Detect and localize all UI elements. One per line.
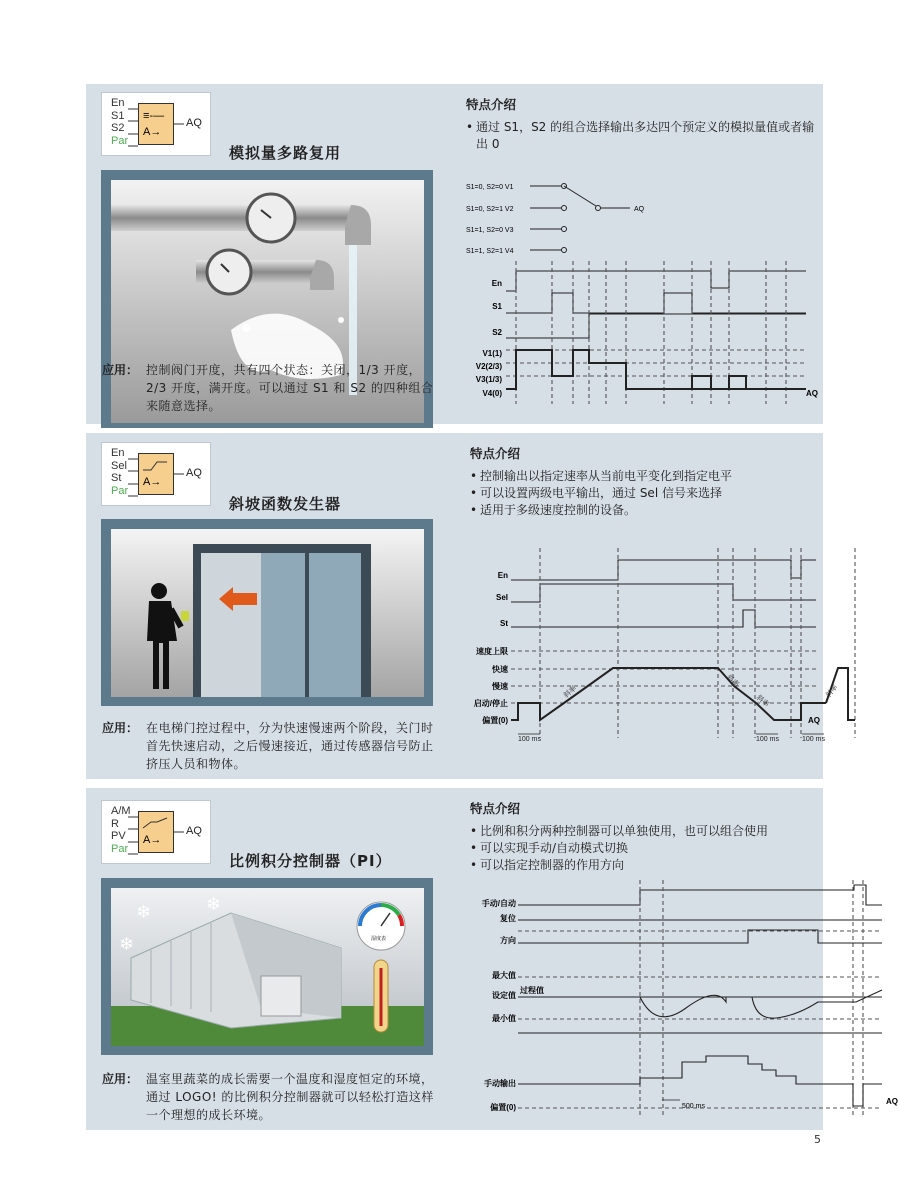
illustration-elevator-door bbox=[101, 519, 433, 706]
block-output: AQ bbox=[186, 117, 202, 129]
timing-label: V3(1/3) bbox=[475, 375, 502, 384]
svg-text:❄: ❄ bbox=[119, 934, 135, 954]
timing-label: 启动/停止 bbox=[473, 699, 508, 708]
svg-text:❄: ❄ bbox=[206, 894, 222, 914]
features-heading: 特点介绍 bbox=[470, 801, 521, 816]
block-output: AQ bbox=[186, 467, 202, 479]
timing-output: AQ bbox=[808, 716, 820, 725]
feature-item: • 可以实现手动/自动模式切换 bbox=[470, 840, 820, 857]
application-body: 控制阀门开度，共有四个状态：关闭，1/3 开度，2/3 开度，满开度。可以通过 S1 和 S2 的四种组合来随意选择。 bbox=[146, 363, 434, 413]
svg-text:A→: A→ bbox=[143, 126, 162, 138]
block-symbol-icon bbox=[138, 811, 174, 853]
block-symbol-icon bbox=[138, 103, 174, 145]
svg-text:A→: A→ bbox=[143, 834, 162, 846]
timing-output: AQ bbox=[886, 1097, 898, 1106]
greenhouse-image bbox=[111, 888, 424, 1046]
application-label: 应用： bbox=[102, 1072, 139, 1086]
pin-en: En bbox=[111, 97, 125, 109]
pin-r: R bbox=[111, 817, 119, 830]
pin-par: Par bbox=[111, 134, 129, 147]
delay-label: 100 ms bbox=[802, 736, 825, 743]
process-label: 过程值 bbox=[520, 986, 544, 995]
timing-label: 偏置(0) bbox=[490, 1103, 516, 1112]
pin-s2: S2 bbox=[111, 122, 125, 134]
timing-label: 偏置(0) bbox=[482, 716, 508, 725]
application-label: 应用： bbox=[102, 721, 139, 735]
application-label: 应用： bbox=[102, 363, 139, 377]
timing-output: AQ bbox=[806, 389, 818, 398]
section-pi-controller bbox=[86, 788, 898, 1130]
feature-item: • 适用于多级速度控制的设备。 bbox=[470, 502, 820, 519]
timing-label: 手动/自动 bbox=[481, 899, 516, 908]
timing-label: 复位 bbox=[500, 914, 516, 923]
svg-text:A→: A→ bbox=[143, 476, 162, 488]
timing-label: 快速 bbox=[492, 665, 508, 674]
timing-label: 最小值 bbox=[492, 1014, 516, 1023]
pin-am: A/M bbox=[111, 805, 131, 817]
feature-item: • 通过 S1，S2 的组合选择输出多达四个预定义的模拟量值或者输出 0 bbox=[466, 119, 821, 153]
application-body: 温室里蔬菜的成长需要一个温度和湿度恒定的环境，通过 LOGO! 的比例积分控制器就可以轻松打造这样一个理想的成长环境。 bbox=[146, 1072, 434, 1122]
pin-st: St bbox=[111, 472, 122, 484]
application-text bbox=[102, 361, 437, 415]
block-output: AQ bbox=[186, 825, 202, 837]
section-analog-mux bbox=[86, 84, 823, 424]
mux-timing-diagram bbox=[456, 176, 821, 412]
slope-label: 斜率 bbox=[724, 674, 740, 689]
features-heading: 特点介绍 bbox=[470, 446, 521, 461]
timing-label: 方向 bbox=[500, 936, 516, 945]
feature-item: • 控制输出以指定速率从当前电平变化到指定电平 bbox=[470, 468, 820, 485]
timing-label: En bbox=[491, 279, 502, 288]
section-title: 比例积分控制器（PI） bbox=[229, 852, 392, 870]
slope-label: 斜率 bbox=[562, 685, 579, 700]
slope-label: 斜率 bbox=[754, 694, 770, 709]
pin-sel: Sel bbox=[111, 459, 127, 472]
application-body: 在电梯门控过程中，分为快速慢速两个阶段，关门时首先快速启动，之后慢速接近，通过传感器信号防止挤压人员和物体。 bbox=[146, 721, 434, 771]
features bbox=[470, 445, 820, 519]
section-title: 模拟量多路复用 bbox=[229, 144, 342, 162]
timing-label: S1 bbox=[492, 302, 502, 311]
slope-label: 斜率 bbox=[825, 684, 840, 700]
timing-label: V1(1) bbox=[482, 349, 502, 358]
ramp-timing-diagram bbox=[456, 538, 840, 753]
timing-label: En bbox=[497, 571, 508, 580]
features bbox=[466, 96, 821, 153]
feature-item: • 可以设置两级电平输出，通过 Sel 信号来选择 bbox=[470, 485, 820, 502]
page-number: 5 bbox=[814, 1133, 821, 1146]
timing-label: 最大值 bbox=[492, 971, 516, 980]
section-ramp bbox=[86, 433, 840, 779]
timing-label: 慢速 bbox=[492, 682, 508, 691]
delay-label: 500 ms bbox=[682, 1103, 705, 1110]
elevator-image bbox=[111, 529, 424, 697]
pi-timing-diagram bbox=[456, 880, 898, 1125]
timing-label: 手动输出 bbox=[484, 1079, 516, 1088]
switch-output: AQ bbox=[634, 206, 645, 213]
illustration-greenhouse bbox=[101, 878, 433, 1055]
timing-label: V4(0) bbox=[482, 389, 502, 398]
timing-label: St bbox=[500, 619, 508, 628]
svg-text:≡-—: ≡-— bbox=[143, 110, 165, 122]
pin-s1: S1 bbox=[111, 109, 125, 122]
pin-par: Par bbox=[111, 484, 129, 497]
timing-label: Sel bbox=[495, 593, 508, 602]
application-text bbox=[102, 719, 437, 773]
switch-label: S1=1, S2=0 V3 bbox=[466, 227, 514, 234]
function-block-icon bbox=[101, 442, 211, 506]
features bbox=[470, 800, 820, 874]
timing-label: 设定值 bbox=[492, 991, 516, 1000]
section-title: 斜坡函数发生器 bbox=[229, 495, 342, 513]
pin-pv: PV bbox=[111, 830, 126, 842]
feature-item: • 比例和积分两种控制器可以单独使用，也可以组合使用 bbox=[470, 823, 820, 840]
switch-label: S1=1, S2=1 V4 bbox=[466, 248, 514, 255]
timing-label: V2(2/3) bbox=[475, 362, 502, 371]
function-block-icon bbox=[101, 800, 211, 864]
pin-par: Par bbox=[111, 842, 129, 855]
switch-label: S1=0, S2=0 V1 bbox=[466, 184, 514, 191]
timing-label: 速度上限 bbox=[476, 647, 508, 656]
delay-label: 100 ms bbox=[518, 736, 541, 743]
features-heading: 特点介绍 bbox=[466, 97, 517, 112]
pin-en: En bbox=[111, 447, 125, 459]
svg-text:❄: ❄ bbox=[136, 902, 152, 922]
switch-label: S1=0, S2=1 V2 bbox=[466, 206, 514, 213]
application-text bbox=[102, 1070, 437, 1124]
function-block-icon bbox=[101, 92, 211, 156]
gauge-label: 湿度表 bbox=[371, 936, 387, 942]
feature-item: • 可以指定控制器的作用方向 bbox=[470, 857, 820, 874]
timing-label: S2 bbox=[492, 328, 502, 337]
delay-label: 100 ms bbox=[756, 736, 779, 743]
block-symbol-icon bbox=[138, 453, 174, 495]
